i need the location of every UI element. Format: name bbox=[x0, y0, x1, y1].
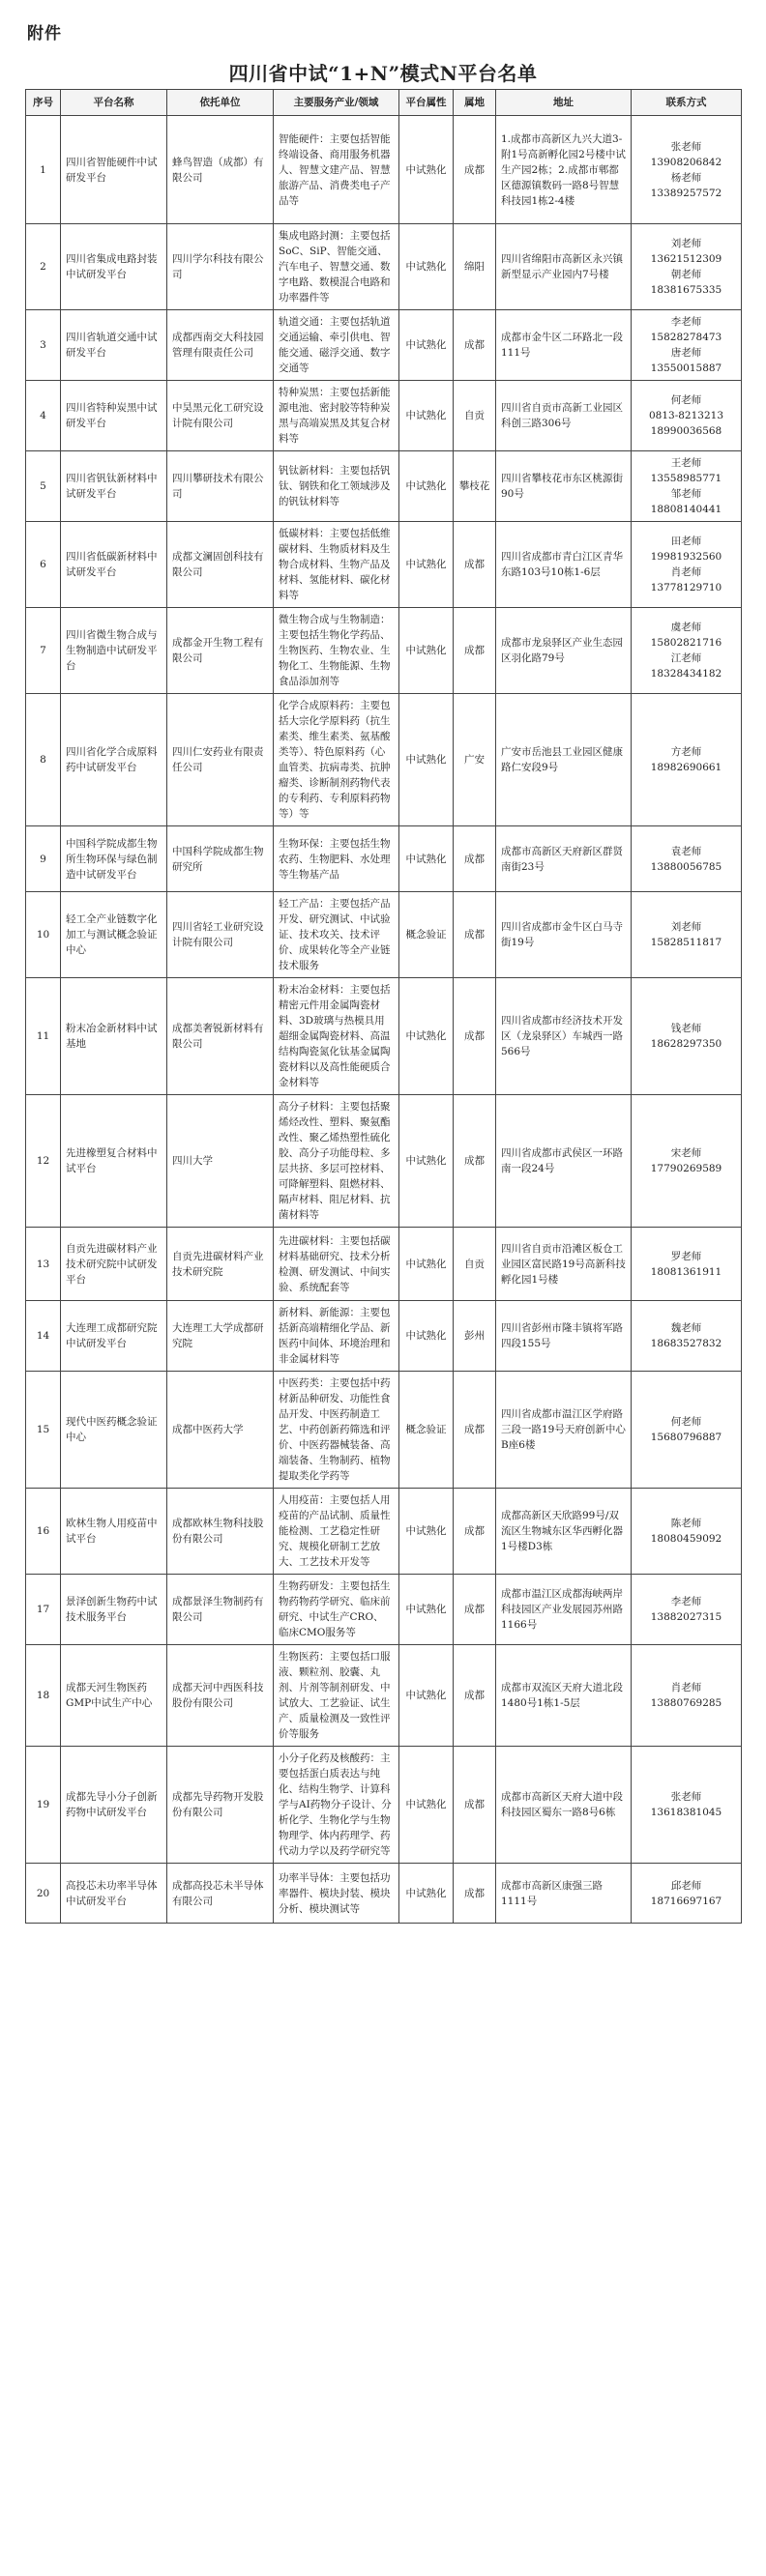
cell-unit: 中国科学院成都生物研究所 bbox=[167, 826, 274, 892]
contact-line: 13880769285 bbox=[650, 1697, 722, 1709]
cell-location: 成都 bbox=[454, 116, 496, 224]
cell-contact bbox=[632, 224, 742, 310]
table-row bbox=[26, 1864, 742, 1924]
cell-contact bbox=[632, 1645, 742, 1747]
contact-line: 13550015887 bbox=[650, 362, 722, 374]
table-row bbox=[26, 1301, 742, 1372]
contact-line: 刘老师 bbox=[670, 238, 702, 249]
cell-contact bbox=[632, 694, 742, 826]
table-row bbox=[26, 224, 742, 310]
cell-address: 四川省彭州市隆丰镇将军路四段155号 bbox=[496, 1301, 632, 1372]
cell-name: 中国科学院成都生物所生物环保与绿色制造中试研发平台 bbox=[61, 826, 167, 892]
cell-field: 微生物合成与生物制造：主要包括生物化学药品、生物医药、生物农业、生物化工、生物能源、生物食品添加剂等 bbox=[274, 608, 399, 694]
cell-seq: 11 bbox=[26, 978, 61, 1095]
cell-name: 四川省钒钛新材料中试研发平台 bbox=[61, 451, 167, 522]
cell-location: 自贡 bbox=[454, 381, 496, 451]
cell-name: 四川省集成电路封装中试研发平台 bbox=[61, 224, 167, 310]
cell-unit: 成都文澜固创科技有限公司 bbox=[167, 522, 274, 608]
cell-unit: 自贡先进碳材料产业技术研究院 bbox=[167, 1228, 274, 1301]
contact-line: 18683527832 bbox=[650, 1338, 722, 1349]
cell-field: 生物环保：主要包括生物农药、生物肥料、水处理等生物基产品 bbox=[274, 826, 399, 892]
header-unit: 依托单位 bbox=[167, 90, 274, 116]
contact-line: 18381675335 bbox=[650, 284, 722, 296]
cell-attr: 中试熟化 bbox=[399, 694, 454, 826]
contact-line: 何老师 bbox=[670, 394, 702, 406]
cell-location: 成都 bbox=[454, 1489, 496, 1575]
table-row bbox=[26, 1747, 742, 1864]
cell-seq: 17 bbox=[26, 1575, 61, 1645]
contact-line: 13778129710 bbox=[650, 582, 722, 593]
contact-line: 袁老师 bbox=[670, 845, 702, 857]
cell-unit: 四川攀研技术有限公司 bbox=[167, 451, 274, 522]
cell-unit: 成都美奢锐新材料有限公司 bbox=[167, 978, 274, 1095]
cell-field: 钒钛新材料：主要包括钒钛、钢铁和化工领域涉及的钒钛材料等 bbox=[274, 451, 399, 522]
contact-line: 肖老师 bbox=[670, 566, 702, 578]
cell-name: 景泽创新生物药中试技术服务平台 bbox=[61, 1575, 167, 1645]
cell-address: 成都市双流区天府大道北段1480号1栋1-5层 bbox=[496, 1645, 632, 1747]
contact-line: 18982690661 bbox=[650, 762, 722, 773]
cell-contact bbox=[632, 1301, 742, 1372]
contact-line: 宋老师 bbox=[670, 1147, 702, 1159]
cell-attr: 中试熟化 bbox=[399, 1747, 454, 1864]
cell-address: 成都市高新区天府新区群贤南街23号 bbox=[496, 826, 632, 892]
cell-address: 四川省成都市青白江区青华东路103号10栋1-6层 bbox=[496, 522, 632, 608]
header-field: 主要服务产业/领域 bbox=[274, 90, 399, 116]
contact-line: 15828511817 bbox=[650, 937, 722, 948]
cell-attr: 中试熟化 bbox=[399, 1301, 454, 1372]
table-row bbox=[26, 522, 742, 608]
cell-unit: 成都中医药大学 bbox=[167, 1372, 274, 1489]
contact-line: 陈老师 bbox=[670, 1518, 702, 1529]
cell-address: 四川省成都市经济技术开发区（龙泉驿区）车城西一路566号 bbox=[496, 978, 632, 1095]
cell-name: 四川省特种炭黑中试研发平台 bbox=[61, 381, 167, 451]
cell-address: 1.成都市高新区九兴大道3-附1号高新孵化园2号楼中试生产园2栋；2.成都市郫都区德源镇数码一路8号智慧科技园1栋2-4楼 bbox=[496, 116, 632, 224]
table-row bbox=[26, 1645, 742, 1747]
cell-unit: 四川大学 bbox=[167, 1095, 274, 1228]
cell-field: 高分子材料：主要包括聚烯烃改性、塑料、聚氨酯改性、聚乙烯热塑性硫化胶、高分子功能母粒、多层共挤、多层可控材料、可降解塑料、阻燃材料、隔声材料、阻尼材料、抗菌材料等 bbox=[274, 1095, 399, 1228]
cell-field: 集成电路封测：主要包括SoC、SiP、智能交通、汽车电子、智慧交通、数字电路、数模混合电路和功率器件等 bbox=[274, 224, 399, 310]
cell-name: 欧林生物人用疫苗中试平台 bbox=[61, 1489, 167, 1575]
cell-address: 成都市高新区康强三路1111号 bbox=[496, 1864, 632, 1924]
cell-attr: 中试熟化 bbox=[399, 522, 454, 608]
contact-line: 邱老师 bbox=[670, 1879, 702, 1892]
contact-line: 18081361911 bbox=[650, 1265, 722, 1278]
cell-name: 成都天河生物医药GMP中试生产中心 bbox=[61, 1645, 167, 1747]
cell-location: 绵阳 bbox=[454, 224, 496, 310]
cell-attr: 中试熟化 bbox=[399, 310, 454, 381]
cell-unit: 成都高投芯未半导体有限公司 bbox=[167, 1864, 274, 1924]
cell-location: 广安 bbox=[454, 694, 496, 826]
cell-attr: 中试熟化 bbox=[399, 1575, 454, 1645]
cell-location: 自贡 bbox=[454, 1228, 496, 1301]
cell-address: 成都市高新区天府大道中段科技园区蜀东一路8号6栋 bbox=[496, 1747, 632, 1864]
table-row bbox=[26, 978, 742, 1095]
cell-attr: 中试熟化 bbox=[399, 224, 454, 310]
cell-field: 粉末冶金材料：主要包括精密元件用金属陶瓷材料、3D玻璃与热模具用超细金属陶瓷材料、高温结构陶瓷氮化钛基金属陶瓷材料以及高性能硬质合金材料等 bbox=[274, 978, 399, 1095]
contact-line: 唐老师 bbox=[670, 347, 702, 359]
cell-seq: 4 bbox=[26, 381, 61, 451]
contact-line: 王老师 bbox=[670, 457, 702, 469]
cell-location: 成都 bbox=[454, 1645, 496, 1747]
cell-attr: 中试熟化 bbox=[399, 1864, 454, 1924]
cell-contact bbox=[632, 116, 742, 224]
cell-attr: 中试熟化 bbox=[399, 381, 454, 451]
cell-attr: 中试熟化 bbox=[399, 826, 454, 892]
cell-name: 大连理工成都研究院中试研发平台 bbox=[61, 1301, 167, 1372]
cell-seq: 19 bbox=[26, 1747, 61, 1864]
cell-location: 成都 bbox=[454, 608, 496, 694]
table-header-row bbox=[26, 90, 742, 116]
table-row bbox=[26, 1372, 742, 1489]
cell-location: 成都 bbox=[454, 1747, 496, 1864]
cell-attr: 中试熟化 bbox=[399, 978, 454, 1095]
cell-seq: 3 bbox=[26, 310, 61, 381]
header-address: 地址 bbox=[496, 90, 632, 116]
table-row bbox=[26, 892, 742, 978]
cell-seq: 18 bbox=[26, 1645, 61, 1747]
contact-line: 13908206842 bbox=[650, 156, 722, 168]
contact-line: 13882027315 bbox=[650, 1611, 722, 1623]
cell-unit: 四川学尔科技有限公司 bbox=[167, 224, 274, 310]
contact-line: 13621512309 bbox=[650, 253, 722, 265]
cell-field: 中医药类：主要包括中药材新品种研发、功能性食品开发、中医药制造工艺、中药创新药筛选和评价、中医药器械装备、高端装备、生物制药、植物提取类化学药等 bbox=[274, 1372, 399, 1489]
cell-name: 粉末冶金新材料中试基地 bbox=[61, 978, 167, 1095]
cell-contact bbox=[632, 310, 742, 381]
contact-line: 13618381045 bbox=[650, 1807, 722, 1818]
cell-seq: 15 bbox=[26, 1372, 61, 1489]
cell-address: 四川省攀枝花市东区桃源街90号 bbox=[496, 451, 632, 522]
table-row bbox=[26, 1228, 742, 1301]
cell-attr: 中试熟化 bbox=[399, 116, 454, 224]
cell-field: 智能硬件：主要包括智能终端设备、商用服务机器人、智慧文建产品、智慧旅游产品、消费类电子产品等 bbox=[274, 116, 399, 224]
cell-seq: 14 bbox=[26, 1301, 61, 1372]
cell-address: 四川省成都市金牛区白马寺街19号 bbox=[496, 892, 632, 978]
cell-seq: 1 bbox=[26, 116, 61, 224]
contact-line: 李老师 bbox=[670, 316, 702, 328]
contact-line: 方老师 bbox=[670, 746, 702, 758]
contact-line: 13389257572 bbox=[650, 187, 722, 199]
contact-line: 朝老师 bbox=[670, 269, 702, 280]
cell-field: 人用疫苗：主要包括人用疫苗的产品试制、质量性能检测、工艺稳定性研究、规模化研制工艺放大、工艺技术开发等 bbox=[274, 1489, 399, 1575]
contact-line: 0813-8213213 bbox=[648, 410, 724, 421]
cell-name: 现代中医药概念验证中心 bbox=[61, 1372, 167, 1489]
cell-seq: 13 bbox=[26, 1228, 61, 1301]
cell-contact bbox=[632, 1228, 742, 1301]
contact-line: 田老师 bbox=[670, 535, 702, 547]
cell-address: 四川省成都市武侯区一环路南一段24号 bbox=[496, 1095, 632, 1228]
cell-location: 成都 bbox=[454, 892, 496, 978]
contact-line: 何老师 bbox=[670, 1416, 702, 1428]
cell-contact bbox=[632, 978, 742, 1095]
cell-contact bbox=[632, 826, 742, 892]
cell-contact bbox=[632, 451, 742, 522]
contact-line: 15828278473 bbox=[650, 332, 722, 343]
cell-address: 成都高新区天欣路99号/双流区生物城东区华西孵化器1号楼D3栋 bbox=[496, 1489, 632, 1575]
cell-unit: 成都欧林生物科技股份有限公司 bbox=[167, 1489, 274, 1575]
cell-field: 生物医药：主要包括口服液、颗粒剂、胶囊、丸剂、片剂等制剂研发、中试放大、工艺验证、试生产、质量检测及一致性评价等服务 bbox=[274, 1645, 399, 1747]
contact-line: 罗老师 bbox=[670, 1250, 702, 1262]
platform-table bbox=[25, 89, 742, 1924]
cell-contact bbox=[632, 1489, 742, 1575]
cell-unit: 成都景泽生物制药有限公司 bbox=[167, 1575, 274, 1645]
cell-contact bbox=[632, 892, 742, 978]
contact-line: 18990036568 bbox=[650, 425, 722, 437]
contact-line: 13558985771 bbox=[650, 473, 722, 484]
table-row bbox=[26, 694, 742, 826]
cell-name: 四川省低碳新材料中试研发平台 bbox=[61, 522, 167, 608]
contact-line: 魏老师 bbox=[670, 1322, 702, 1334]
table-row bbox=[26, 310, 742, 381]
cell-location: 成都 bbox=[454, 310, 496, 381]
cell-contact bbox=[632, 522, 742, 608]
contact-line: 钱老师 bbox=[670, 1023, 702, 1034]
cell-field: 特种炭黑：主要包括新能源电池、密封胶等特种炭黑与高端炭黑及其复合材料等 bbox=[274, 381, 399, 451]
cell-field: 先进碳材料：主要包括碳材料基础研究、技术分析检测、研发测试、中间实验、系统配套等 bbox=[274, 1228, 399, 1301]
cell-location: 攀枝花 bbox=[454, 451, 496, 522]
contact-line: 18328434182 bbox=[650, 668, 722, 680]
cell-unit: 四川仁安药业有限责任公司 bbox=[167, 694, 274, 826]
cell-contact bbox=[632, 1864, 742, 1924]
header-name: 平台名称 bbox=[61, 90, 167, 116]
contact-line: 张老师 bbox=[670, 1791, 702, 1803]
cell-location: 成都 bbox=[454, 978, 496, 1095]
cell-contact bbox=[632, 1575, 742, 1645]
header-seq: 序号 bbox=[26, 90, 61, 116]
cell-attr: 中试熟化 bbox=[399, 1645, 454, 1747]
cell-unit: 四川省轻工业研究设计院有限公司 bbox=[167, 892, 274, 978]
cell-unit: 成都先导药物开发股份有限公司 bbox=[167, 1747, 274, 1864]
cell-contact bbox=[632, 381, 742, 451]
cell-attr: 中试熟化 bbox=[399, 451, 454, 522]
cell-unit: 成都金开生物工程有限公司 bbox=[167, 608, 274, 694]
cell-field: 生物药研发：主要包括生物药物药学研究、临床前研究、中试生产CRO、临床CMO服务等 bbox=[274, 1575, 399, 1645]
contact-line: 18628297350 bbox=[650, 1038, 722, 1050]
cell-field: 功率半导体：主要包括功率器件、模块封装、模块分析、模块测试等 bbox=[274, 1864, 399, 1924]
cell-field: 新材料、新能源：主要包括新高端精细化学品、新医药中间体、环境治理和非金属材料等 bbox=[274, 1301, 399, 1372]
cell-attr: 概念验证 bbox=[399, 1372, 454, 1489]
cell-seq: 9 bbox=[26, 826, 61, 892]
cell-location: 成都 bbox=[454, 826, 496, 892]
contact-line: 13880056785 bbox=[650, 860, 722, 873]
cell-contact bbox=[632, 1372, 742, 1489]
contact-line: 李老师 bbox=[670, 1596, 702, 1607]
cell-field: 小分子化药及核酸药：主要包括蛋白质表达与纯化、结构生物学、计算科学与AI药物分子设计、分析化学、生物化学与生物物理学、体内药理学、药代动力学以及药学研究等 bbox=[274, 1747, 399, 1864]
cell-attr: 中试熟化 bbox=[399, 1228, 454, 1301]
contact-line: 虞老师 bbox=[670, 622, 702, 633]
cell-address: 成都市龙泉驿区产业生态园区羽化路79号 bbox=[496, 608, 632, 694]
cell-attr: 中试熟化 bbox=[399, 1489, 454, 1575]
cell-field: 轻工产品：主要包括产品开发、研究测试、中试验证、技术攻关、技术评价、成果转化等全产业链技术服务 bbox=[274, 892, 399, 978]
cell-address: 四川省自贡市沿滩区板仓工业园区富民路19号高新科技孵化园1号楼 bbox=[496, 1228, 632, 1301]
cell-name: 自贡先进碳材料产业技术研究院中试研发平台 bbox=[61, 1228, 167, 1301]
cell-seq: 6 bbox=[26, 522, 61, 608]
cell-contact bbox=[632, 608, 742, 694]
cell-seq: 16 bbox=[26, 1489, 61, 1575]
contact-line: 张老师 bbox=[670, 140, 702, 153]
cell-address: 成都市金牛区二环路北一段111号 bbox=[496, 310, 632, 381]
cell-field: 低碳材料：主要包括低维碳材料、生物质材料及生物合成材料、生物产品及材料、氢能材料、碳化材料等 bbox=[274, 522, 399, 608]
cell-seq: 10 bbox=[26, 892, 61, 978]
cell-seq: 20 bbox=[26, 1864, 61, 1924]
cell-seq: 7 bbox=[26, 608, 61, 694]
table-row bbox=[26, 1489, 742, 1575]
header-contact: 联系方式 bbox=[632, 90, 742, 116]
contact-line: 18080459092 bbox=[650, 1533, 722, 1545]
cell-location: 成都 bbox=[454, 522, 496, 608]
cell-contact bbox=[632, 1747, 742, 1864]
page-title: 四川省中试“1+N”模式N平台名单 bbox=[228, 62, 538, 85]
table-row bbox=[26, 608, 742, 694]
table-row bbox=[26, 116, 742, 224]
cell-name: 四川省轨道交通中试研发平台 bbox=[61, 310, 167, 381]
header-location: 属地 bbox=[454, 90, 496, 116]
contact-line: 邹老师 bbox=[670, 488, 702, 500]
cell-field: 化学合成原料药：主要包括大宗化学原料药（抗生素类、维生素类、氨基酸类等）、特色原料药（心血管类、抗病毒类、抗肿瘤类、诊断制剂药物代表的专利药、专利原料药物等）等 bbox=[274, 694, 399, 826]
cell-location: 成都 bbox=[454, 1864, 496, 1924]
contact-line: 15802821716 bbox=[650, 637, 722, 649]
header-attr: 平台属性 bbox=[399, 90, 454, 116]
cell-field: 轨道交通：主要包括轨道交通运输、牵引供电、智能交通、磁浮交通、数字交通等 bbox=[274, 310, 399, 381]
cell-location: 成都 bbox=[454, 1372, 496, 1489]
cell-location: 成都 bbox=[454, 1575, 496, 1645]
table-row bbox=[26, 1575, 742, 1645]
contact-line: 刘老师 bbox=[670, 921, 702, 933]
cell-name: 成都先导小分子创新药物中试研发平台 bbox=[61, 1747, 167, 1864]
cell-name: 四川省智能硬件中试研发平台 bbox=[61, 116, 167, 224]
cell-seq: 5 bbox=[26, 451, 61, 522]
contact-line: 江老师 bbox=[670, 652, 702, 664]
table-row bbox=[26, 826, 742, 892]
cell-name: 先进橡塑复合材料中试平台 bbox=[61, 1095, 167, 1228]
cell-seq: 2 bbox=[26, 224, 61, 310]
cell-location: 成都 bbox=[454, 1095, 496, 1228]
cell-address: 广安市岳池县工业园区健康路仁安段9号 bbox=[496, 694, 632, 826]
cell-attr: 概念验证 bbox=[399, 892, 454, 978]
cell-unit: 蜂鸟智造（成都）有限公司 bbox=[167, 116, 274, 224]
cell-name: 四川省化学合成原料药中试研发平台 bbox=[61, 694, 167, 826]
cell-unit: 大连理工大学成都研究院 bbox=[167, 1301, 274, 1372]
contact-line: 杨老师 bbox=[670, 171, 702, 184]
cell-unit: 成都西南交大科技园管理有限责任公司 bbox=[167, 310, 274, 381]
contact-line: 18716697167 bbox=[650, 1895, 722, 1907]
cell-contact bbox=[632, 1095, 742, 1228]
cell-name: 轻工全产业链数字化加工与测试概念验证中心 bbox=[61, 892, 167, 978]
cell-name: 高投芯未功率半导体中试研发平台 bbox=[61, 1864, 167, 1924]
table-row bbox=[26, 451, 742, 522]
contact-line: 19981932560 bbox=[650, 551, 722, 563]
cell-name: 四川省微生物合成与生物制造中试研发平台 bbox=[61, 608, 167, 694]
cell-attr: 中试熟化 bbox=[399, 608, 454, 694]
contact-line: 18808140441 bbox=[650, 504, 722, 515]
cell-address: 成都市温江区成都海峡两岸科技园区产业发展园苏州路1166号 bbox=[496, 1575, 632, 1645]
cell-attr: 中试熟化 bbox=[399, 1095, 454, 1228]
contact-line: 15680796887 bbox=[650, 1432, 722, 1443]
cell-address: 四川省绵阳市高新区永兴镇新型显示产业园内7号楼 bbox=[496, 224, 632, 310]
cell-unit: 中昊黑元化工研究设计院有限公司 bbox=[167, 381, 274, 451]
cell-address: 四川省自贡市高新工业园区科创三路306号 bbox=[496, 381, 632, 451]
table-row bbox=[26, 381, 742, 451]
cell-seq: 12 bbox=[26, 1095, 61, 1228]
contact-line: 肖老师 bbox=[670, 1682, 702, 1693]
attachment-label: 附件 bbox=[27, 24, 62, 43]
cell-address: 四川省成都市温江区学府路三段一路19号天府创新中心B座6楼 bbox=[496, 1372, 632, 1489]
cell-unit: 成都天河中西医科技股份有限公司 bbox=[167, 1645, 274, 1747]
cell-seq: 8 bbox=[26, 694, 61, 826]
cell-location: 彭州 bbox=[454, 1301, 496, 1372]
contact-line: 17790269589 bbox=[650, 1163, 722, 1174]
table-row bbox=[26, 1095, 742, 1228]
